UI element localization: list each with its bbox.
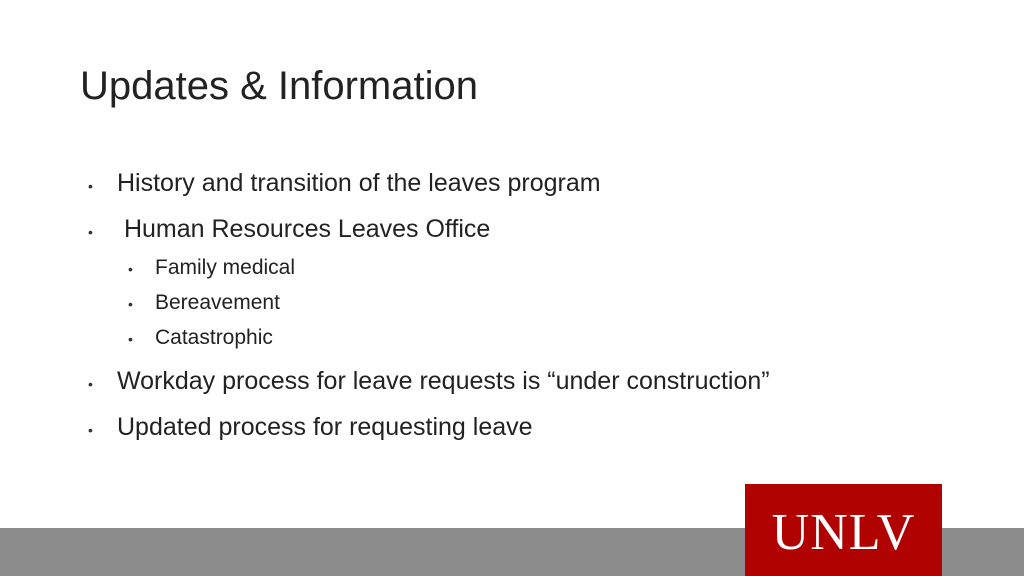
sub-bullet-text: Family medical [155,256,296,279]
logo-text: UNLV [771,504,916,561]
bullet-text: Human Resources Leaves Office [117,215,491,243]
sub-bullet-item [88,321,968,356]
bullet-item [88,408,968,449]
bullet-list [88,164,968,454]
bullet-text: Updated process for requesting leave [117,413,533,441]
bullet-text: Workday process for leave requests is “under construction” [117,367,770,395]
bullet-icon: • [128,296,133,312]
bullet-item [88,362,968,403]
bullet-item [88,164,968,205]
bullet-text: History and transition of the leaves program [117,169,601,197]
bullet-icon: • [88,422,93,438]
sub-bullet-item [88,251,968,286]
sub-bullet-text: Catastrophic [155,326,273,349]
bullet-icon: • [128,331,133,347]
bullet-icon: • [88,376,93,392]
sub-bullet-item [88,286,968,321]
unlv-logo [745,484,942,576]
bullet-item [88,210,968,251]
slide-title: Updates & Information [80,64,478,108]
sub-bullet-text: Bereavement [155,291,280,314]
bullet-icon: • [88,178,93,194]
bullet-icon: • [128,261,133,277]
bullet-icon: • [88,224,93,240]
